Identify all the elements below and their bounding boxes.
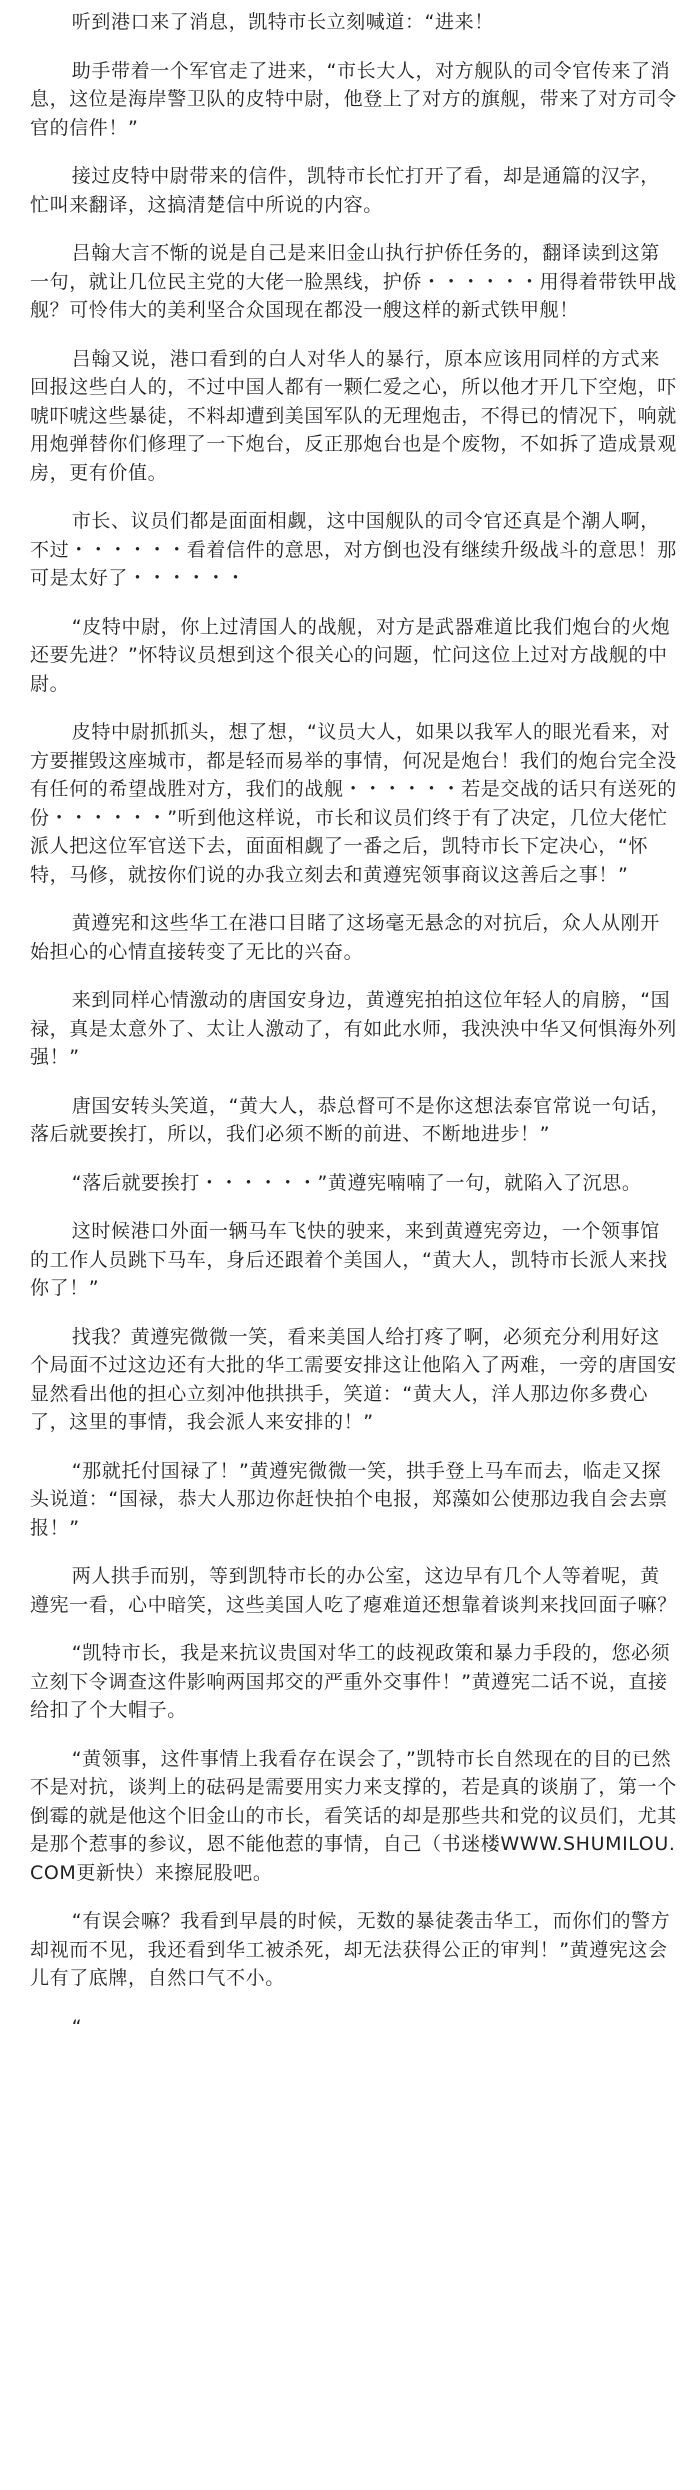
paragraph: 听到港口来了消息，凯特市长立刻喊道：“进来！ bbox=[71, 11, 494, 33]
paragraph: 唐国安转头笑道，“黄大人，恭总督可不是你这想法泰官常说一句话，落后就要挨打，所以，我们必须不断的前进、不断地进步！” bbox=[30, 1094, 671, 1145]
paragraph: 找我？黄遵宪微微一笑，看来美国人给打疼了啊，必须充分利用好这个局面不过这边还有大批的华工需要安排这让他陷入了两难，一旁的唐国安显然看出他的担心立刻冲他拱拱手，笑道：“黄大人，洋人那边你多费心了，这里的事情，我会派人来安排的！” bbox=[30, 1325, 677, 1433]
paragraph: 来到同样心情激动的唐国安身边，黄遵宪拍拍这位年轻人的肩膀，“国禄，真是太意外了、太让人激动了，有如此水师，我泱泱中华又何惧海外列强！” bbox=[30, 989, 677, 1068]
paragraph: “皮特中尉，你上过清国人的战舰，对方是武器难道比我们炮台的火炮还要先进？”怀特议员想到这个很关心的问题，忙问这位上过对方战舰的中尉。 bbox=[30, 615, 671, 695]
paragraph: 黄遵宪和这些华工在港口目睹了这场毫无悬念的对抗后，众人从刚开始担心的心情直接转变了无比的兴奋。 bbox=[30, 912, 660, 963]
paragraph: 两人拱手而别，等到凯特市长的办公室，这边早有几个人等着呢，黄遵宪一看，心中暗笑，这些美国人吃了瘪难道还想靠着谈判来找回面子嘛？ bbox=[30, 1565, 677, 1616]
paragraph: “那就托付国禄了！”黄遵宪微微一笑，拱手登上马车而去，临走又探头说道：“国禄，恭大人那边你赶快拍个电报，郑藻如公使那边我自会去禀报！” bbox=[30, 1459, 668, 1539]
paragraph: 助手带着一个军官走了进来，“市长大人，对方舰队的司令官传来了消息，这位是海岸警卫队的皮特中尉，他登上了对方的旗舰，带来了对方司令官的信件！” bbox=[30, 59, 677, 139]
paragraph: 这时候港口外面一辆马车飞快的驶来，来到黄遵宪旁边，一个领事馆的工作人员跳下马车，身后还跟着个美国人，“黄大人，凯特市长派人来找你了！” bbox=[30, 1220, 668, 1299]
paragraph: 市长、议员们都是面面相觑，这中国舰队的司令官还真是个潮人啊，不过・・・・・・看着信件的意思，对方倒也没有继续升级战斗的意思！那可是太好了・・・・・・ bbox=[30, 510, 677, 589]
paragraph: “ bbox=[71, 2015, 83, 2038]
paragraph: 接过皮特中尉带来的信件，凯特市长忙打开了看，却是通篇的汉字，忙叫来翻译，这搞清楚信中所说的内容。 bbox=[30, 165, 660, 216]
paragraph: “黄领事，这件事情上我看存在误会了，”凯特市长自然现在的目的已然不是对抗，谈判上的砝码是需要用实力来支撑的，若是真的谈崩了，第一个倒霉的就是他这个旧金山的市长，看笑话的却是那些共和党的议员们，尤其是那个惹事的参议，恩不能他惹的事情，自己（书迷楼WWW.SHUMILOU.COM更新快）来擦屁股吧。 bbox=[30, 1747, 677, 1884]
paragraph: 皮特中尉抓抓头，想了想，“议员大人，如果以我军人的眼光看来，对方要摧毁这座城市，都是轻而易举的事情，何况是炮台！我们的炮台完全没有任何的希望战胜对方，我们的战舰・・・・・・若是交战的话只有送死的份・・・・・・”听到他这样说，市长和议员们终于有了决定，几位大佬忙派人把这位军官送下去，面面相觑了一番之后，凯特市长下定决心，“怀特，马修，就按你们说的办我立刻去和黄遵宪领事商议这善后之事！” bbox=[30, 721, 677, 886]
paragraph: 吕翰大言不惭的说是自己是来旧金山执行护侨任务的，翻译读到这第一句，就让几位民主党的大佬一脸黑线，护侨・・・・・・用得着带铁甲战舰？可怜伟大的美利坚合众国现在都没一艘这样的新式铁甲舰！ bbox=[30, 242, 677, 321]
paragraph: 吕翰又说，港口看到的白人对华人的暴行，原本应该用同样的方式来回报这些白人的，不过中国人都有一颗仁爱之心，所以他才开几下空炮，吓唬吓唬这些暴徒，不料却遭到美国军队的无理炮击，不得已的情况下，响就用炮弹替你们修理了一下炮台，反正那炮台也是个废物，不如拆了造成景观房，更有价值。 bbox=[30, 347, 677, 484]
paragraph: “有误会嘛？我看到早晨的时候，无数的暴徒袭击华工，而你们的警方却视而不见，我还看到华工被杀死，却无法获得公正的审判！”黄遵宪这会儿有了底牌，自然口气不小。 bbox=[30, 1910, 671, 1989]
paragraph: “凯特市长，我是来抗议贵国对华工的歧视政策和暴力手段的，您必须立刻下令调查这件影响两国邦交的严重外交事件！”黄遵宪二话不说，直接给扣了个大帽子。 bbox=[30, 1642, 671, 1721]
paragraph: “落后就要挨打・・・・・・”黄遵宪喃喃了一句，就陷入了沉思。 bbox=[71, 1171, 642, 1194]
